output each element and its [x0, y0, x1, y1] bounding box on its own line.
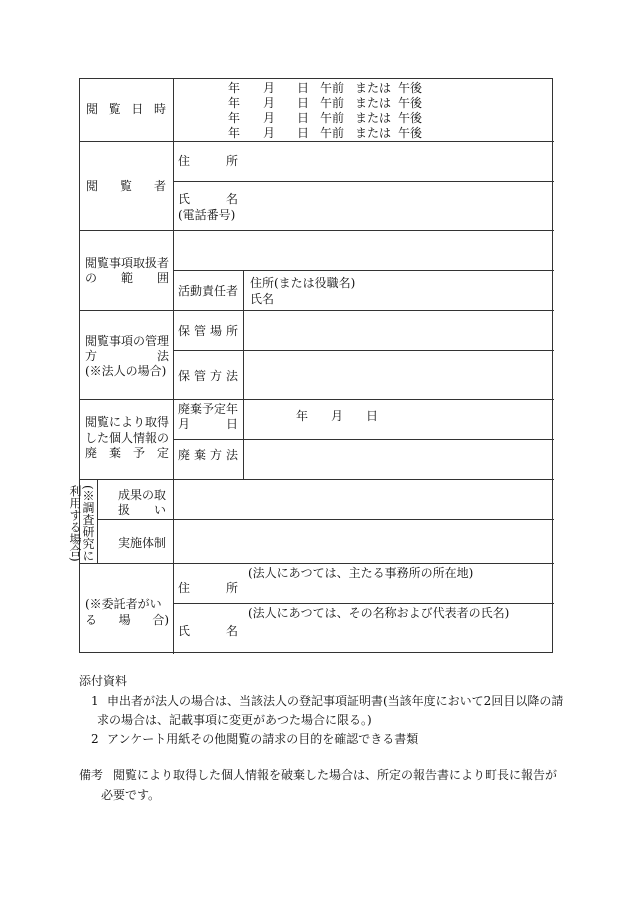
viewing-date-label	[86, 103, 166, 115]
viewing-date-char-3: 日	[131, 102, 144, 116]
disposal-method-char-1: 廃	[178, 448, 191, 462]
attachment-1-number: 1	[91, 694, 99, 708]
disposal-method-char-4: 法	[225, 448, 238, 462]
contractor-name-label	[178, 625, 238, 637]
viewer-address-char-2: 所	[225, 154, 238, 168]
handler-line2-char-3: 囲	[156, 271, 169, 285]
storage-place-char-1: 保	[178, 324, 191, 338]
results-line2-char-1: 扱	[118, 503, 131, 517]
viewing-date-line-3-part-5: または	[355, 111, 392, 125]
contractor-name-char-1: 氏	[178, 624, 191, 638]
viewing-date-char-1: 閲	[86, 102, 99, 116]
viewing-date-line-4-part-3: 日	[297, 126, 310, 140]
viewing-date-line-2-part-2: 月	[263, 96, 276, 110]
viewing-date-line-2-part-6: 午後	[398, 96, 423, 110]
viewing-date-line-1-part-3: 日	[297, 81, 310, 95]
viewing-date-line-4-part-1: 年	[228, 126, 241, 140]
disposal-date-char-2: 日	[225, 417, 238, 431]
storage-method-char-4: 法	[225, 369, 238, 383]
viewing-date-line-2-part-3: 日	[297, 96, 310, 110]
results-line2-char-2: い	[153, 503, 166, 517]
storage-method-label	[178, 370, 238, 382]
handler-label-line1: 閲覧事項取扱者	[85, 256, 170, 270]
handler-line2-char-1: の	[85, 271, 98, 285]
viewing-date-line-1-part-5: または	[355, 81, 392, 95]
disposal-method-label	[178, 449, 238, 461]
viewer-label	[86, 180, 166, 192]
activity-address-text: 住所(または役職名)	[250, 276, 356, 290]
disposal-line3-char-1: 廃	[85, 446, 98, 460]
viewer-char-3: 者	[153, 179, 166, 193]
storage-method-char-1: 保	[178, 369, 191, 383]
implementation-system-label: 実施体制	[118, 536, 167, 550]
viewing-date-char-4: 時	[153, 102, 166, 116]
attachment-2-number: 2	[91, 732, 99, 746]
storage-place-char-3: 場	[209, 324, 222, 338]
disposal-date-char-1: 月	[178, 417, 191, 431]
management-label-line1: 閲覧事項の管理	[85, 334, 170, 348]
viewer-address-char-1: 住	[178, 154, 191, 168]
management-line2-char-1: 方	[85, 349, 98, 363]
viewing-date-line-1-part-2: 月	[263, 81, 276, 95]
viewer-phone-label: (電話番号)	[178, 208, 236, 222]
disposal-date-day: 日	[366, 409, 379, 423]
viewer-name-char-1: 氏	[178, 192, 191, 206]
storage-method-char-3: 方	[209, 369, 222, 383]
disposal-label-line2: した個人情報の	[85, 431, 170, 445]
attachment-1-line1: 申出者が法人の場合は、当該法人の登記事項証明書(当該年度において2回目以降の請	[107, 694, 564, 708]
activity-responsible-label: 活動責任者	[178, 284, 239, 298]
disposal-line3-char-4: 定	[156, 446, 169, 460]
viewing-date-line-2-part-4: 午前	[320, 96, 345, 110]
viewing-date-line-1-part-6: 午後	[398, 81, 423, 95]
viewing-date-line-3-part-1: 年	[228, 111, 241, 125]
remarks-label: 備考	[79, 768, 104, 782]
management-label-line2	[85, 350, 169, 362]
research-vertical-col1: (※調査研究に	[81, 485, 95, 562]
attachment-1-line2: 求の場合は、記載事項に変更があつた場合に限る。)	[97, 713, 372, 727]
viewing-date-line-4-part-5: または	[355, 126, 392, 140]
viewer-name-char-2: 名	[225, 192, 238, 206]
contractor-line2-char-2: 場	[118, 613, 131, 627]
viewing-date-line-1-part-1: 年	[228, 81, 241, 95]
storage-method-char-2: 管	[193, 369, 206, 383]
handler-label-line2	[85, 272, 169, 284]
viewing-date-line-4-part-4: 午前	[320, 126, 345, 140]
disposal-method-char-3: 方	[209, 448, 222, 462]
viewer-name-label	[178, 193, 238, 205]
contractor-name-note: (法人にあつては、その名称および代表者の氏名)	[248, 606, 510, 620]
contractor-name-char-2: 名	[225, 624, 238, 638]
contractor-line2-char-1: る	[85, 613, 98, 627]
viewing-date-line-3-part-4: 午前	[320, 111, 345, 125]
storage-place-char-2: 管	[193, 324, 206, 338]
contractor-address-char-2: 所	[225, 581, 238, 595]
disposal-label-line1: 閲覧により取得	[85, 415, 170, 429]
viewing-date-line-4-part-2: 月	[263, 126, 276, 140]
disposal-date-label-line2	[178, 418, 238, 430]
results-label-line1: 成果の取	[118, 488, 167, 502]
activity-name-text: 氏名	[250, 292, 275, 306]
results-label-line2	[118, 504, 166, 516]
viewing-date-line-3-part-6: 午後	[398, 111, 423, 125]
viewing-request-form-table	[68, 78, 553, 653]
viewing-date-line-3-part-2: 月	[263, 111, 276, 125]
contractor-address-label	[178, 582, 238, 594]
remarks-line1: 閲覧により取得した個人情報を破棄した場合は、所定の報告書により町長に報告が	[113, 768, 558, 782]
viewing-date-line-2-part-1: 年	[228, 96, 241, 110]
disposal-line3-char-2: 棄	[108, 446, 121, 460]
disposal-line3-char-3: 予	[132, 446, 145, 460]
viewing-date-char-2: 覧	[108, 102, 121, 116]
viewing-date-line-3-part-3: 日	[297, 111, 310, 125]
disposal-label-line3	[85, 447, 169, 459]
disposal-date-month: 月	[331, 409, 344, 423]
remarks-line2: 必要です。	[101, 788, 161, 802]
contractor-address-char-1: 住	[178, 581, 191, 595]
contractor-line2-char-3: 合)	[152, 613, 169, 627]
management-line2-char-2: 法	[156, 349, 169, 363]
attachments-heading: 添付資料	[79, 674, 128, 688]
contractor-address-note: (法人にあつては、主たる事務所の所在地)	[248, 566, 474, 580]
viewing-date-line-4-part-6: 午後	[398, 126, 423, 140]
research-vertical-col2: 利用する場合)	[68, 485, 82, 562]
storage-place-label	[178, 325, 238, 337]
viewer-char-2: 覧	[119, 179, 132, 193]
storage-place-char-4: 所	[225, 324, 238, 338]
disposal-date-year: 年	[296, 409, 309, 423]
disposal-method-char-2: 棄	[193, 448, 206, 462]
viewer-address-label	[178, 155, 238, 167]
handler-line2-char-2: 範	[120, 271, 133, 285]
viewing-date-line-1-part-4: 午前	[320, 81, 345, 95]
contractor-label-line2	[85, 614, 169, 626]
management-label-line3: (※法人の場合)	[85, 364, 167, 378]
attachment-2-text: アンケート用紙その他閲覧の請求の目的を確認できる書類	[107, 732, 419, 746]
viewing-date-line-2-part-5: または	[355, 96, 392, 110]
disposal-date-label-line1: 廃棄予定年	[178, 402, 239, 416]
contractor-label-line1: (※委託者がい	[85, 597, 162, 611]
viewer-char-1: 閲	[86, 179, 99, 193]
